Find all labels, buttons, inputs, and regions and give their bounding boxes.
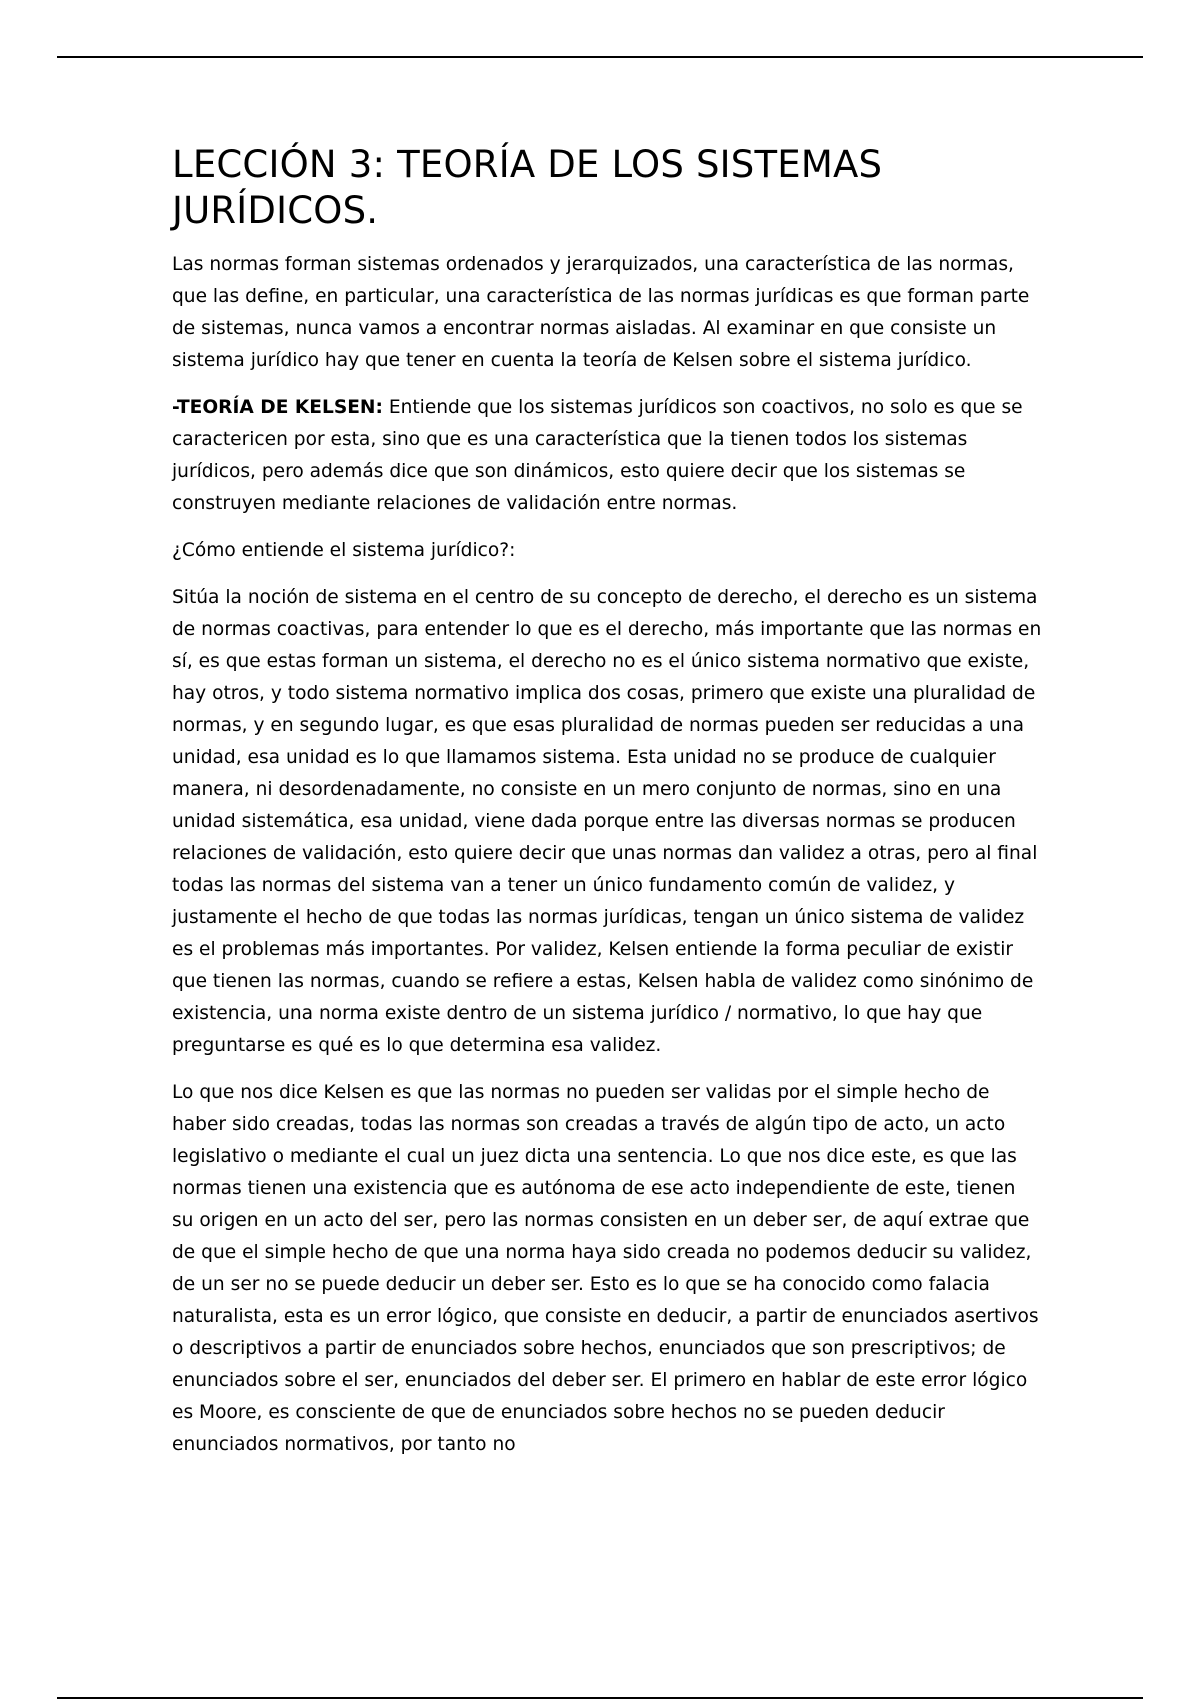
question-line: ¿Cómo entiende el sistema jurídico?: [172,540,516,561]
kelsen-heading: -TEORÍA DE KELSEN: [172,397,383,418]
page-top-rule [57,56,1143,58]
system-paragraph: Sitúa la noción de sistema en el centro de su concepto de derecho, el derecho es un sistema de normas coactivas, para entender lo que es el derecho, más importante que las normas en sí, es que estas forman un sistema, el derecho no es el único sistema normativo que existe, hay otros, y todo sistema normativo implica dos cosas, primero que existe una pluralidad de normas, y en segundo lugar, es que esas pluralidad de normas pueden ser reducidas a una unidad, esa unidad es lo que llamamos sistema. Esta unidad no se produce de cualquier manera, ni desordenadamente, no consiste en un mero conjunto de normas, sino en una unidad sistemática, esa unidad, viene dada porque entre las diversas normas se producen relaciones de validación, esto quiere decir que unas normas dan validez a otras, pero al final todas las normas del sistema van a tener un único fundamento común de validez, y justamente el hecho de que todas las normas jurídicas, tengan un único sistema de validez es el problemas más importantes. Por validez, Kelsen entiende la forma peculiar de existir que tienen las normas, cuando se refiere a estas, Kelsen habla de validez como sinónimo de existencia, una norma existe dentro de un sistema jurídico / normativo, lo que hay que preguntarse es qué es lo que determina esa validez. [172,587,1042,1056]
page-title: LECCIÓN 3: TEORÍA DE LOS SISTEMAS JURÍDICOS. [172,143,883,232]
kelsen-paragraph [172,392,1042,520]
kelsen-paragraph-text: Entiende que los sistemas jurídicos son coactivos, no solo es que se caractericen por esta, sino que es una característica que la tienen todos los sistemas jurídicos, pero además dice que son dinámicos, esto quiere decir que los sistemas se construyen mediante relaciones de validación entre normas. [172,397,1023,514]
intro-paragraph: Las normas forman sistemas ordenados y jerarquizados, una característica de las normas, que las define, en particular, una característica de las normas jurídicas es que forman parte de sistemas, nunca vamos a encontrar normas aisladas. Al examinar en que consiste un sistema jurídico hay que tener en cuenta la teoría de Kelsen sobre el sistema jurídico. [172,254,1030,371]
document-body [172,142,1042,1476]
page-bottom-rule [57,1697,1143,1699]
validity-paragraph: Lo que nos dice Kelsen es que las normas no pueden ser validas por el simple hecho de haber sido creadas, todas las normas son creadas a través de algún tipo de acto, un acto legislativo o mediante el cual un juez dicta una sentencia. Lo que nos dice este, es que las normas tienen una existencia que es autónoma de ese acto independiente de este, tienen su origen en un acto del ser, pero las normas consisten en un deber ser, de aquí extrae que de que el simple hecho de que una norma haya sido creada no podemos deducir su validez, de un ser no se puede deducir un deber ser. Esto es lo que se ha conocido como falacia naturalista, esta es un error lógico, que consiste en deducir, a partir de enunciados asertivos o descriptivos a partir de enunciados sobre hechos, enunciados que son prescriptivos; de enunciados sobre el ser, enunciados del deber ser. El primero en hablar de este error lógico es Moore, es consciente de que de enunciados sobre hechos no se pueden deducir enunciados normativos, por tanto no [172,1082,1039,1455]
